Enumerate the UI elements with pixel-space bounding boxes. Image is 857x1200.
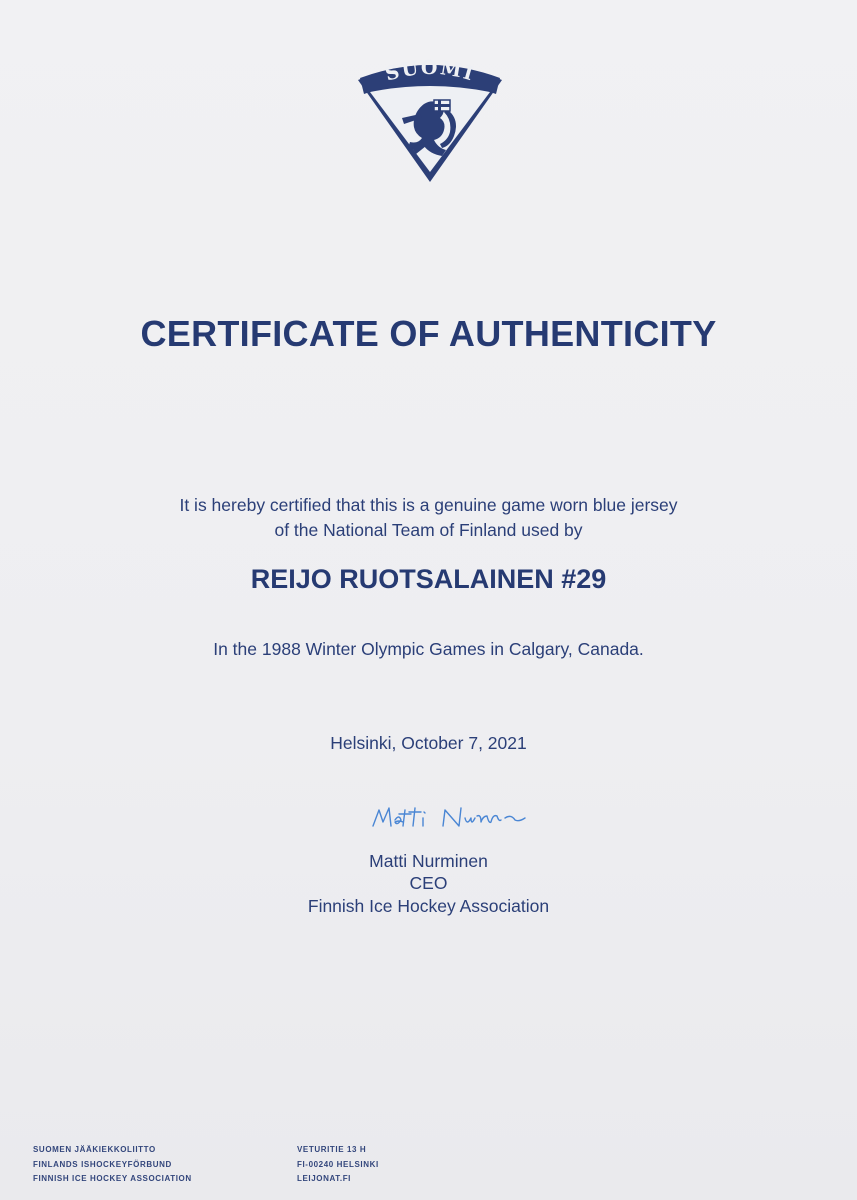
signature xyxy=(365,800,530,836)
event-line: In the 1988 Winter Olympic Games in Calgary, Canada. xyxy=(213,639,644,659)
footer-org-en: FINNISH ICE HOCKEY ASSOCIATION xyxy=(33,1174,192,1183)
statement-line-1: It is hereby certified that this is a genuine game worn blue jersey xyxy=(179,495,678,515)
certificate-title: CERTIFICATE OF AUTHENTICITY xyxy=(140,313,717,354)
suomi-lion-logo xyxy=(352,52,508,184)
svg-text:SUOMI: SUOMI xyxy=(382,56,478,86)
place-date: Helsinki, October 7, 2021 xyxy=(330,733,527,753)
footer-address xyxy=(297,1143,379,1187)
signatory-role: CEO xyxy=(409,873,448,893)
footer-org-sv: FINLANDS ISHOCKEYFÖRBUND xyxy=(33,1159,172,1169)
signatory-organization: Finnish Ice Hockey Association xyxy=(307,896,550,916)
statement-line-2: of the National Team of Finland used by xyxy=(274,520,583,540)
footer-city: FI-00240 HELSINKI xyxy=(297,1159,379,1169)
player-name: REIJO RUOTSALAINEN #29 xyxy=(250,564,607,594)
footer-org-names xyxy=(33,1143,192,1187)
footer-org-fi: SUOMEN JÄÄKIEKKOLIITTO xyxy=(33,1145,156,1154)
signatory-name: Matti Nurminen xyxy=(369,851,488,871)
footer-street: VETURITIE 13 H xyxy=(297,1145,367,1154)
footer-website: LEIJONAT.FI xyxy=(297,1174,352,1183)
